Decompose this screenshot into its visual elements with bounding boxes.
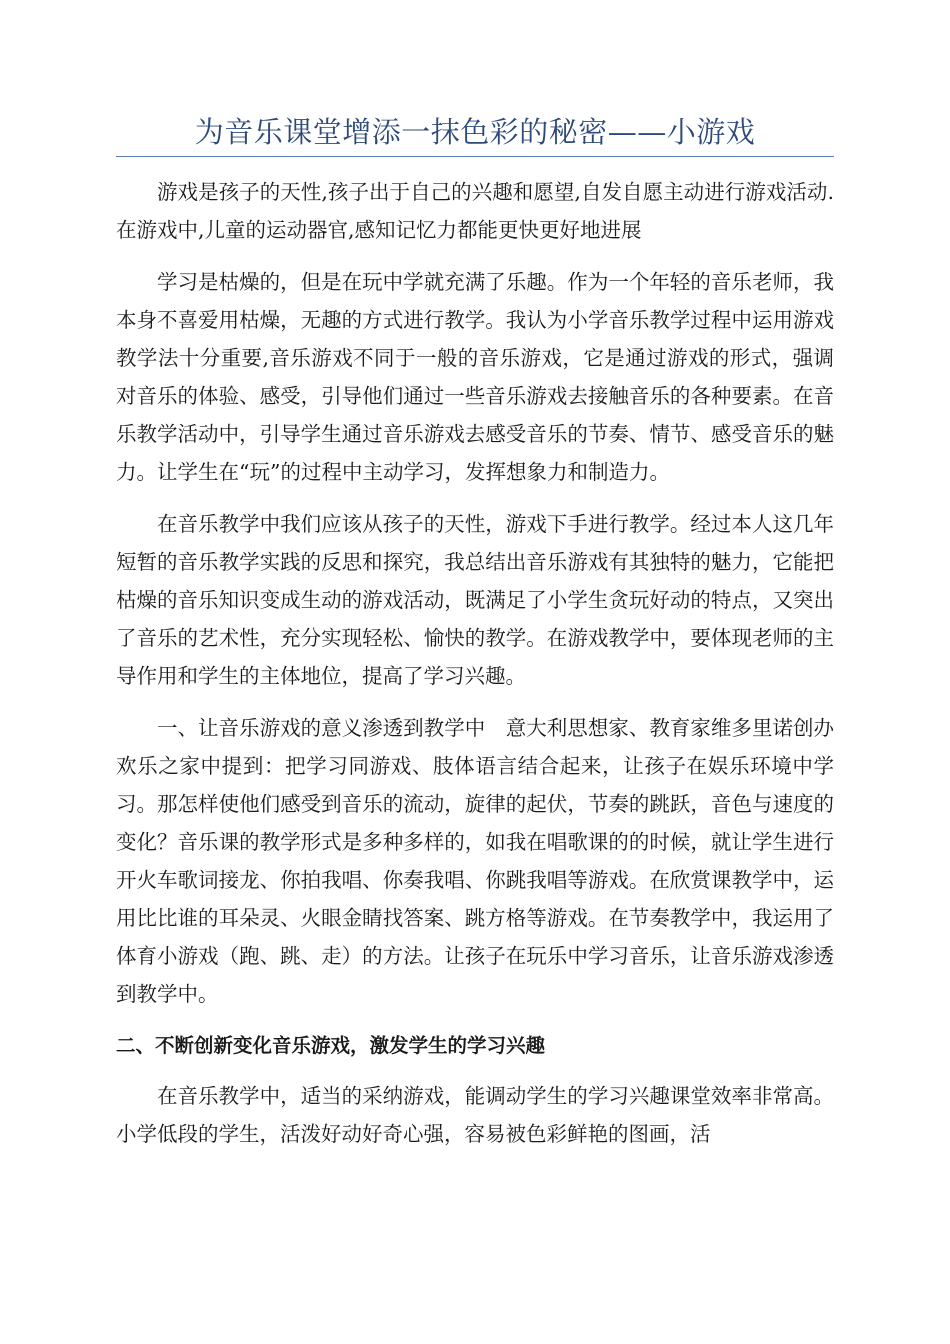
section-two-heading: 二、不断创新变化音乐游戏，激发学生的学习兴趣 — [116, 1034, 546, 1057]
paragraph-section-two: 在音乐教学中，适当的采纳游戏，能调动学生的学习兴趣课堂效率非常高。小学低段的学生，活泼好动好奇心强，容易被色彩鲜艳的图画，活 — [116, 1084, 834, 1146]
document-title: 为音乐课堂增添一抹色彩的秘密——小游戏 — [116, 110, 834, 157]
paragraph-teaching: 在音乐教学中我们应该从孩子的天性，游戏下手进行教学。经过本人这几年短暂的音乐教学实践的反思和探究，我总结出音乐游戏有其独特的魅力，它能把枯燥的音乐知识变成生动的游戏活动，既满足了小学生贪玩好动的特点，又突出了音乐的艺术性，充分实现轻松、愉快的教学。在游戏教学中，要体现老师的主导作用和学生的主体地位，提高了学习兴趣。 — [116, 512, 834, 688]
paragraph-intro: 游戏是孩子的天性,孩子出于自己的兴趣和愿望,自发自愿主动进行游戏活动.在游戏中,儿童的运动器官,感知记忆力都能更快更好地进展 — [116, 180, 834, 242]
document-page — [116, 110, 834, 1167]
paragraph-learning: 学习是枯燥的，但是在玩中学就充满了乐趣。作为一个年轻的音乐老师，我本身不喜爱用枯燥，无趣的方式进行教学。我认为小学音乐教学过程中运用游戏教学法十分重要,音乐游戏不同于一般的音乐游戏，它是通过游戏的形式，强调对音乐的体验、感受，引导他们通过一些音乐游戏去接触音乐的各种要素。在音乐教学活动中，引导学生通过音乐游戏去感受音乐的节奏、情节、感受音乐的魅力。让学生在“玩”的过程中主动学习，发挥想象力和制造力。 — [116, 270, 834, 484]
paragraph-section-one: 一、让音乐游戏的意义渗透到教学中 意大利思想家、教育家维多里诺创办欢乐之家中提到：把学习同游戏、肢体语言结合起来，让孩子在娱乐环境中学习。那怎样使他们感受到音乐的流动，旋律的起伏，节奏的跳跃，音色与速度的变化？音乐课的教学形式是多种多样的，如我在唱歌课的的时候，就让学生进行开火车歌词接龙、你拍我唱、你奏我唱、你跳我唱等游戏。在欣赏课教学中，运用比比谁的耳朵灵、火眼金睛找答案、跳方格等游戏。在节奏教学中，我运用了体育小游戏（跑、跳、走）的方法。让孩子在玩乐中学习音乐，让音乐游戏渗透到教学中。 — [116, 716, 834, 1006]
